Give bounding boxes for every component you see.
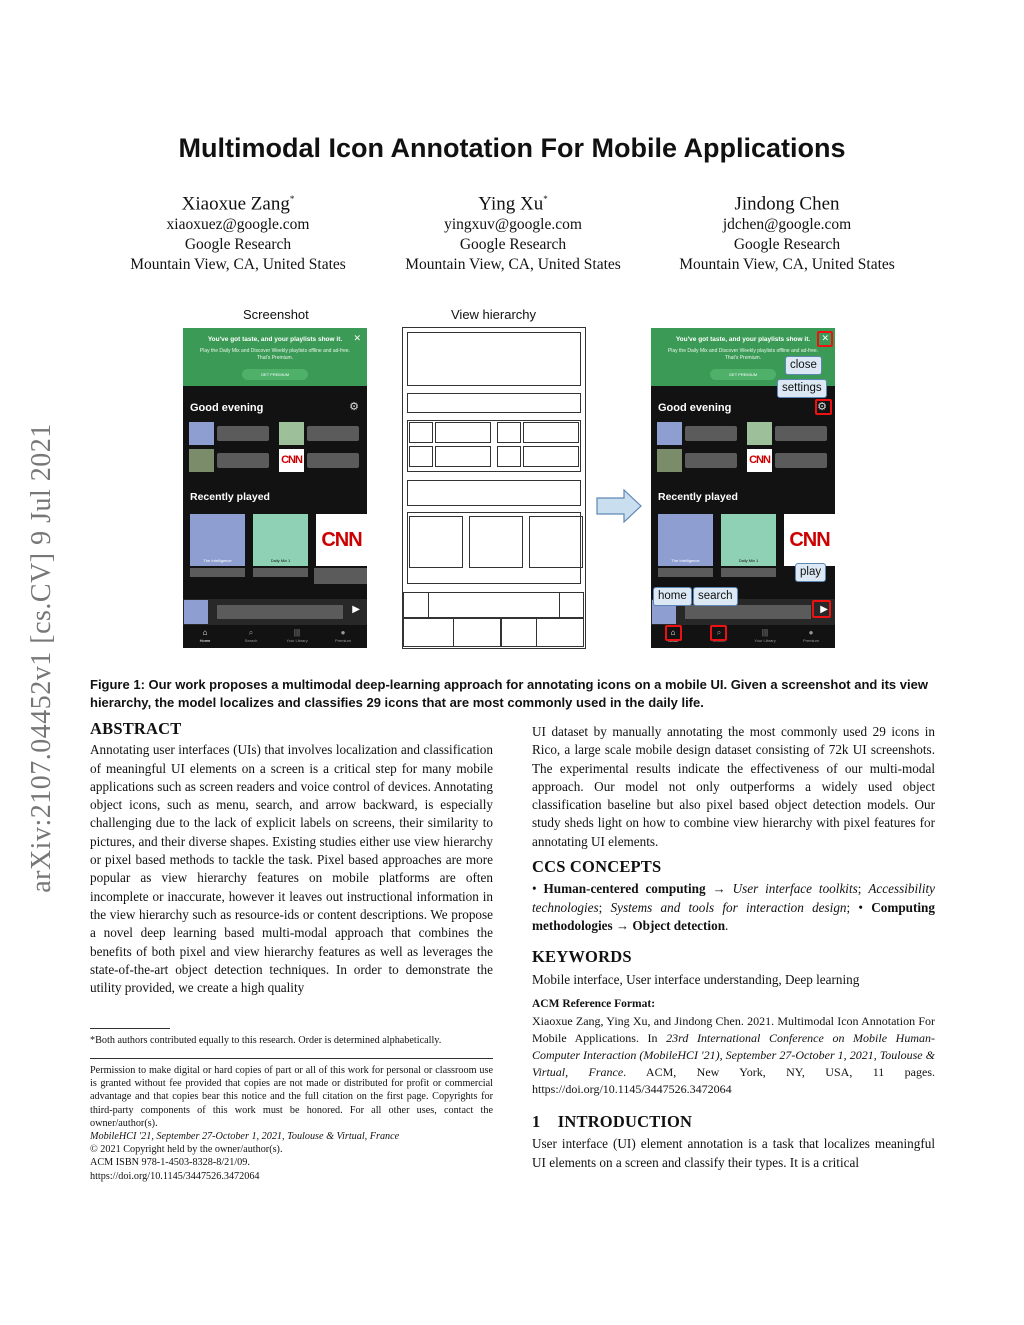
callout-home: home bbox=[653, 587, 692, 606]
permission-block: Permission to make digital or hard copies of part or all of this work for personal or classroom use is granted without fee provided that copies are not made or distributed for profit or commercial advantage and that copies bear this notice and the full citation on the first page. Copyrights for third-party components of this work must be honored. For all other uses, contact the owner/author(s). MobileHCI '21, September 27-October 1, 2021, Toulouse & Virtual, France © 2021 Copyright held by the owner/author(s). ACM ISBN 978-1-4503-8328-8/21/09. https://doi.org/10.1145/3447526.3472064 bbox=[90, 1065, 493, 1182]
venue: MobileHCI '21, September 27-October 1, 2021, Toulouse & Virtual, France bbox=[90, 1131, 400, 1142]
settings-highlight bbox=[815, 399, 832, 415]
home-icon: ⌂ bbox=[202, 628, 208, 637]
play-highlight bbox=[812, 600, 831, 618]
author-org: Google Research bbox=[733, 236, 841, 254]
left-column bbox=[90, 720, 493, 1038]
right-column bbox=[532, 723, 935, 1172]
doi-link[interactable]: https://doi.org/10.1145/3447526.3472064 bbox=[90, 1170, 260, 1182]
keywords-text: Mobile interface, User interface understanding, Deep learning bbox=[532, 971, 860, 987]
author-org: Google Research bbox=[184, 236, 292, 254]
author-email[interactable]: yingxuv@google.com bbox=[444, 216, 582, 234]
author-name: Jindong Chen bbox=[734, 193, 840, 215]
arxiv-identifier bbox=[22, 378, 62, 938]
mini-player bbox=[183, 599, 367, 625]
close-highlight bbox=[817, 331, 833, 347]
recently-played-heading: Recently played bbox=[190, 491, 270, 503]
library-icon: ||| bbox=[293, 628, 301, 637]
cnn-logo: CNN bbox=[316, 514, 367, 566]
premium-icon: ● bbox=[340, 628, 346, 637]
acm-reference-text: Xiaoxue Zang, Ying Xu, and Jindong Chen. 2021. Multimodal Icon Annotation For Mobile Applications. In 23rd International Conference on Mobile Human-Computer Interaction (MobileHCI '21), September 27-October 1, 2021, Toulouse & Virtual, France. ACM, New York, NY, USA, 11 pages. https://doi.org/10.1145/3447526.3472064 bbox=[532, 1014, 935, 1097]
bottom-nav: ⌂ Home ⌕ Search ||| Your Library ● Premium bbox=[183, 625, 367, 648]
paper-title: Multimodal Icon Annotation For Mobile Applications bbox=[178, 133, 846, 163]
annotated-phone-screenshot: You've got taste, and your playlists show it. Play the Daily Mix and Discover Weekly playlists offline and ad-free. That's Premium. GET PREMIUM ✕ Good evening ⚙ CNN Recently played The Intelligence Daily Mix 1 CNN ▶ ⌂ Home ⌕ Search ||| Your Library ● Premium bbox=[651, 328, 835, 648]
home-icon: ⌂ bbox=[670, 628, 676, 637]
introduction-heading: 1 INTRODUCTION bbox=[532, 1112, 693, 1132]
keywords-heading: KEYWORDS bbox=[532, 947, 632, 967]
cnn-logo: CNN bbox=[279, 449, 304, 472]
premium-icon: ● bbox=[808, 628, 814, 637]
abstract-text: Annotating user interfaces (UIs) that involves localization and classification of meaningful UI elements on a screen is a critical step for many mobile applications such as screen readers and voice control of devices. Annotating object icons, such as menu, search, and arrow backward, is especially challenging due to the lack of explicit labels on screens, their similarity to pictures, and their diverse shapes. Existing studies either use view hierarchy or pixel based methods to tackle the task. Pixel based approaches are more popular as view hierarchy features on mobile platforms are often incomplete or inaccurate, however it leaves out instructional information in the view hierarchy such as resource-ids or content descriptions. We propose a novel deep learning based multi-modal approach that combines the benefits of both pixel and view hierarchy features as well as leverages the state-of-the-art object detection techniques. In order to demonstrate the utility provided, we create a high quality bbox=[90, 742, 493, 996]
tile-thumbnail bbox=[189, 422, 214, 445]
author-block-3 bbox=[657, 188, 917, 275]
ccs-heading: CCS CONCEPTS bbox=[532, 857, 662, 876]
abstract-text-continued: UI dataset by manually annotating the most commonly used 29 icons in Rico, a large scale mobile design dataset consisting of 72k UI screenshots. The experimental results indicate the effectiveness of our multi-modal approach. Our model not only outperforms a widely used object classification baseline but also pixel based object detection models. Our study sheds light on how to combine view hierarchy with pixel features for annotating UI elements. bbox=[532, 724, 935, 849]
library-icon: ||| bbox=[761, 628, 769, 637]
author-location: Mountain View, CA, United States bbox=[130, 256, 346, 274]
view-hierarchy-diagram bbox=[402, 327, 586, 649]
figure-label-view-hierarchy: View hierarchy bbox=[451, 307, 537, 322]
play-icon: ▶ bbox=[352, 604, 360, 615]
callout-close: close bbox=[785, 356, 822, 375]
author-location: Mountain View, CA, United States bbox=[679, 256, 895, 274]
footnote: *Both authors contributed equally to this research. Order is determined alphabetically. bbox=[90, 1035, 442, 1046]
copyright: © 2021 Copyright held by the owner/author(s). bbox=[90, 1144, 283, 1156]
close-icon: ✕ bbox=[821, 333, 829, 343]
search-highlight bbox=[710, 625, 727, 641]
author-block-1: Xiaoxue Zang* xiaoxuez@google.com Google Research Mountain View, CA, United States bbox=[108, 188, 368, 275]
author-location: Mountain View, CA, United States bbox=[405, 256, 621, 274]
author-email[interactable]: jdchen@google.com bbox=[722, 216, 852, 234]
gear-icon: ⚙ bbox=[817, 401, 827, 413]
isbn: ACM ISBN 978-1-4503-8328-8/21/09. bbox=[90, 1157, 250, 1169]
greeting: Good evening bbox=[190, 402, 264, 414]
callout-settings: settings bbox=[777, 379, 827, 398]
tile-thumbnail bbox=[279, 422, 304, 445]
author-name: Xiaoxue Zang bbox=[181, 193, 290, 215]
figure-caption: Figure 1: Our work proposes a multimodal deep-learning approach for annotating icons on a mobile UI. Given a screenshot and its view hierarchy, the model localizes and classifies 29 icons that are most commonly used in the daily life. bbox=[90, 677, 928, 710]
card-daily-mix: Daily Mix 1 bbox=[253, 514, 308, 566]
acm-reference-heading: ACM Reference Format: bbox=[532, 997, 656, 1010]
callout-search: search bbox=[693, 587, 738, 606]
search-icon: ⌕ bbox=[248, 628, 254, 637]
home-highlight bbox=[665, 625, 682, 641]
tile-thumbnail bbox=[189, 449, 214, 472]
abstract-heading: ABSTRACT bbox=[90, 719, 182, 738]
figure-1 bbox=[120, 300, 920, 660]
author-name: Ying Xu bbox=[478, 193, 544, 215]
phone-screenshot bbox=[183, 328, 367, 648]
arxiv-id-text: arXiv:2107.04452v1 [cs.CV] 9 Jul 2021 bbox=[26, 423, 57, 893]
author-org: Google Research bbox=[459, 236, 567, 254]
gear-icon: ⚙ bbox=[349, 401, 359, 413]
introduction-text: User interface (UI) element annotation is a task that localizes meaningful UI elements on a screen and classify their types. It is a critical bbox=[532, 1136, 935, 1170]
author-email[interactable]: xiaoxuez@google.com bbox=[166, 216, 310, 234]
arrow-right-icon bbox=[596, 489, 642, 523]
search-icon: ⌕ bbox=[716, 628, 722, 637]
play-icon: ▶ bbox=[820, 604, 828, 615]
premium-banner: You've got taste, and your playlists show it. Play the Daily Mix and Discover Weekly playlists offline and ad-free. That's Premium. GET PREMIUM ✕ bbox=[183, 328, 367, 386]
card-the-intelligence: The Intelligence bbox=[190, 514, 245, 566]
ccs-concepts: • Human-centered computing → User interface toolkits; Accessibility technologies; Systems and tools for interaction design; • Computing methodologies → Object detection. bbox=[532, 881, 936, 933]
figure-label-screenshot: Screenshot bbox=[243, 307, 309, 322]
close-icon: ✕ bbox=[353, 333, 361, 343]
author-block-2: Ying Xu* yingxuv@google.com Google Research Mountain View, CA, United States bbox=[383, 188, 643, 275]
callout-play: play bbox=[795, 563, 826, 582]
